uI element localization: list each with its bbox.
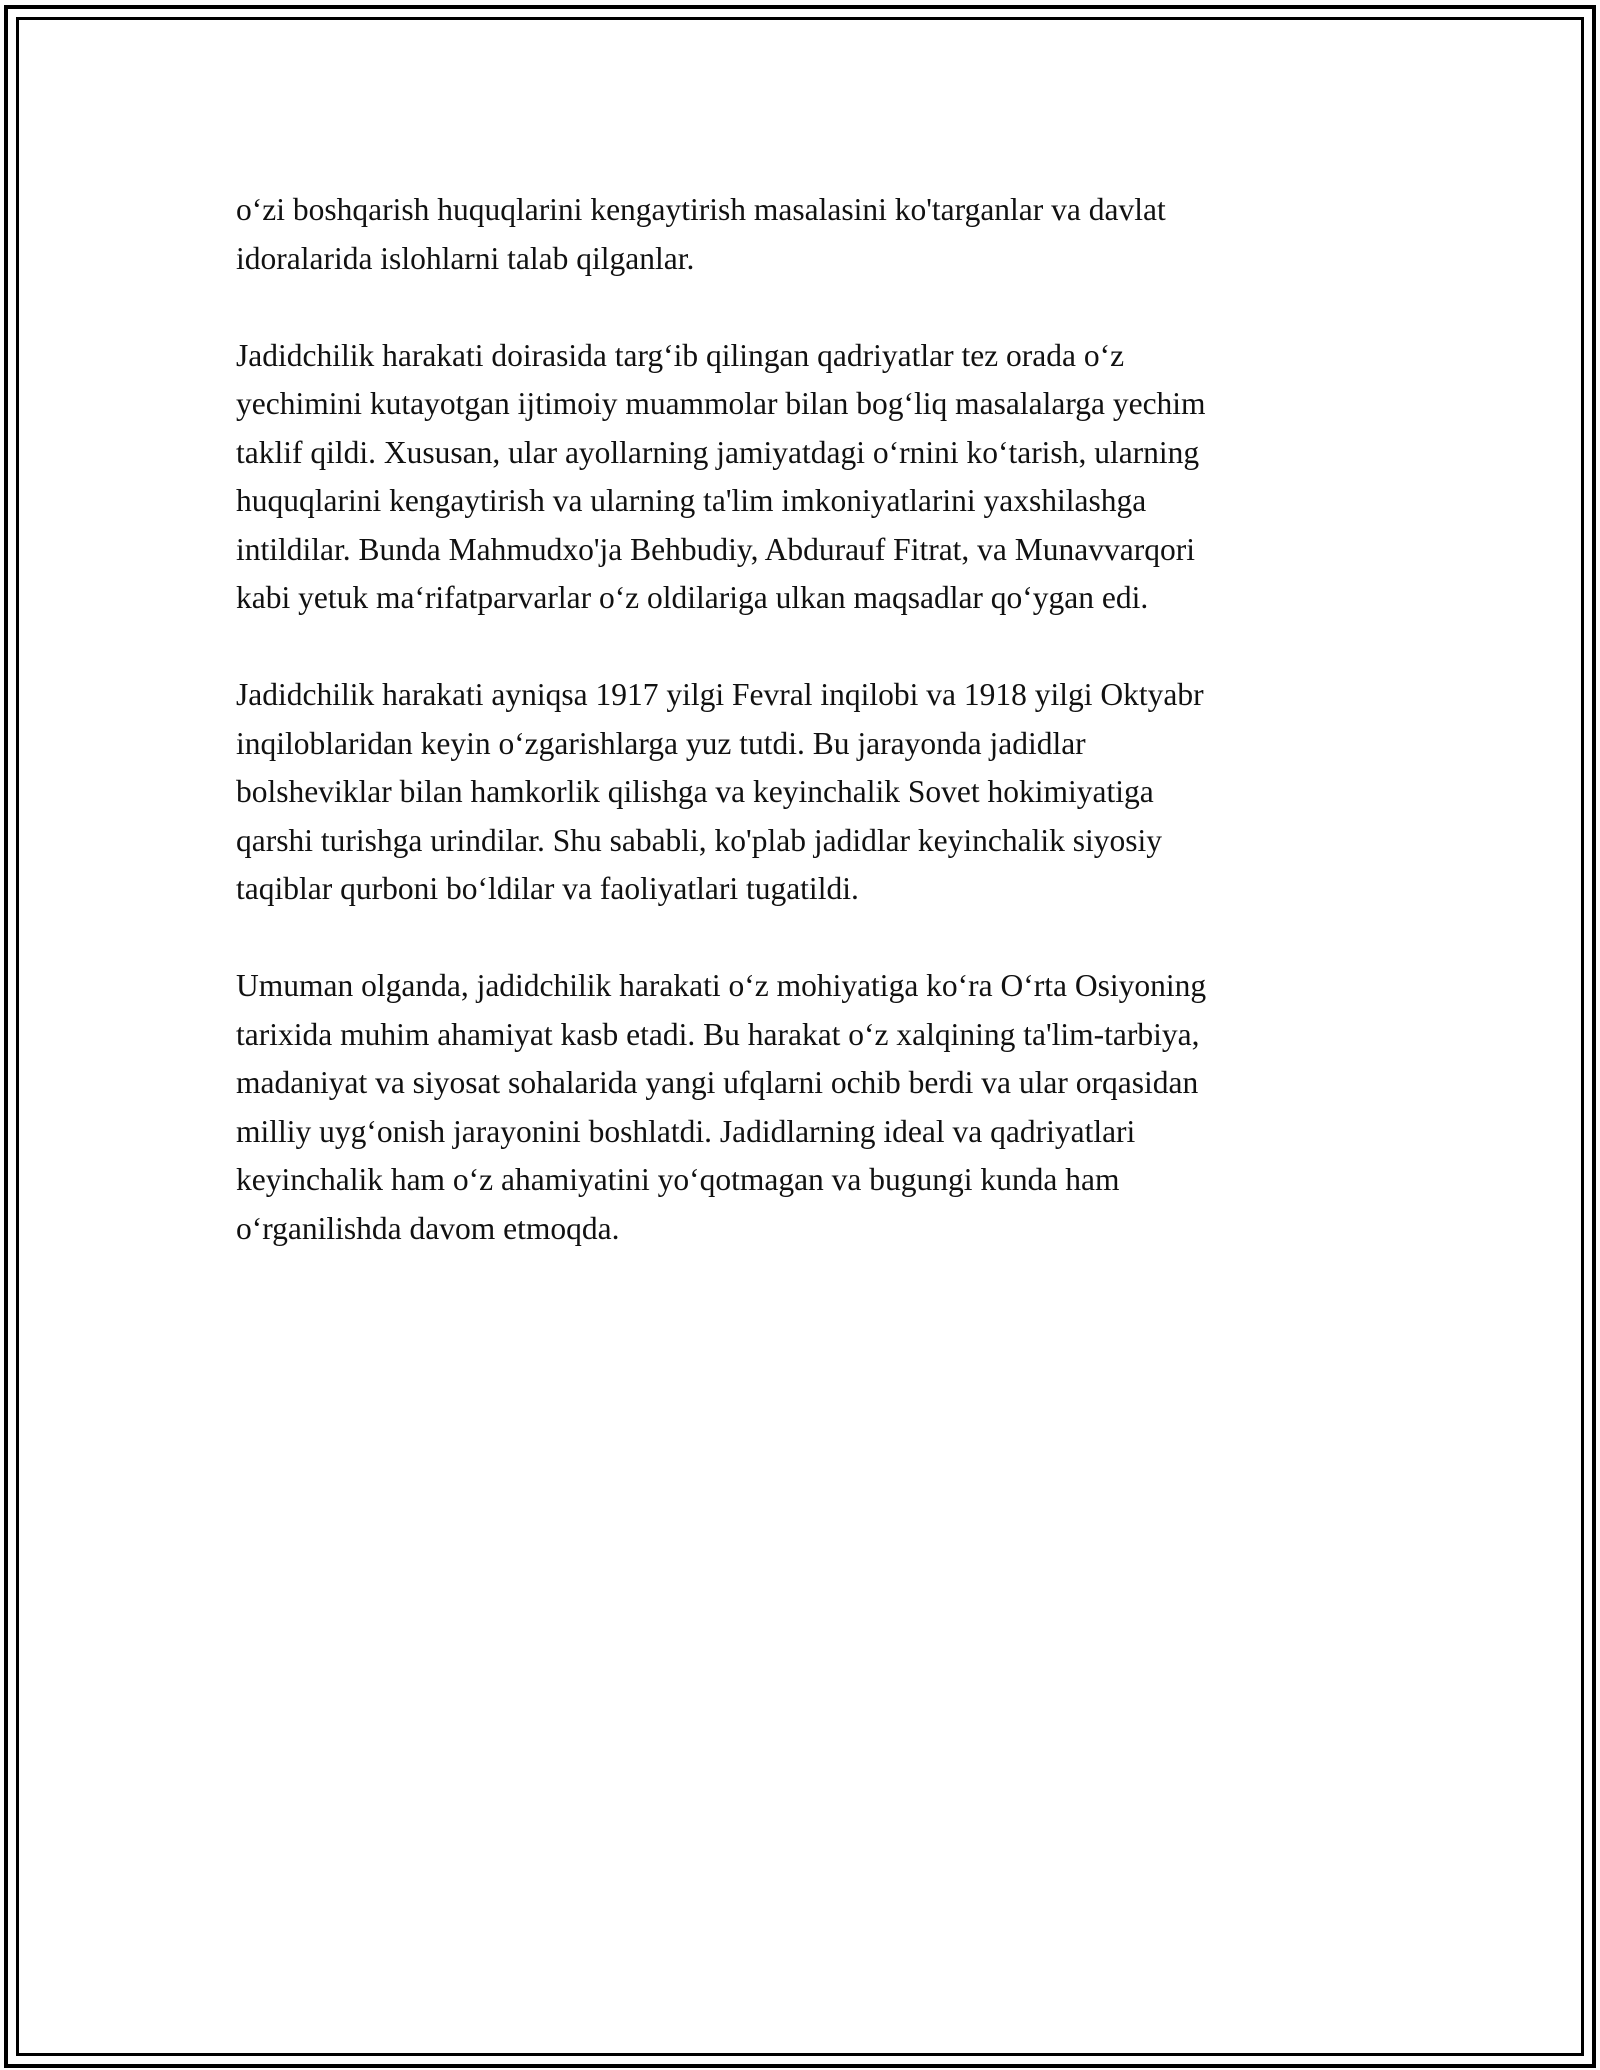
paragraph-2: Jadidchilik harakati doirasida targ‘ib qilingan qadriyatlar tez orada o‘z yechimini kutayotgan ijtimoiy muammolar bilan bog‘liq masalalarga yechim taklif qildi. Xususan, ular ayollarning jamiyatdagi o‘rnini ko‘tarish, ularning huquqlarini kengaytirish va ularning ta'lim imkoniyatlarini yaxshilashga intildilar. Bunda Mahmudxo'ja Behbudiy, Abdurauf Fitrat, va Munavvarqori kabi yetuk ma‘rifatparvarlar o‘z oldilariga ulkan maqsadlar qo‘ygan edi. [236, 337, 1206, 615]
paragraph-4: Umuman olganda, jadidchilik harakati o‘z mohiyatiga ko‘ra O‘rta Osiyoning tarixida muhim ahamiyat kasb etadi. Bu harakat o‘z xalqining ta'lim-tarbiya, madaniyat va siyosat sohalarida yangi ufqlarni ochib berdi va ular orqasidan milliy uyg‘onish jarayonini boshlatdi. Jadidlarning ideal va qadriyatlari keyinchalik ham o‘z ahamiyatini yo‘qotmagan va bugungi kunda ham o‘rganilishda davom etmoqda. [236, 968, 1207, 1246]
paragraph-3: Jadidchilik harakati ayniqsa 1917 yilgi Fevral inqilobi va 1918 yilgi Oktyabr inqiloblaridan keyin o‘zgarishlarga yuz tutdi. Bu jarayonda jadidlar bolsheviklar bilan hamkorlik qilishga va keyinchalik Sovet hokimiyatiga qarshi turishga urindilar. Shu sababli, ko'plab jadidlar keyinchalik siyosiy taqiblar qurboni bo‘ldilar va faoliyatlari tugatildi. [236, 677, 1204, 906]
paragraph-1: o‘zi boshqarish huquqlarini kengaytirish masalasini ko'targanlar va davlat idoralarida islohlarni talab qilganlar. [236, 192, 1166, 276]
document-body [236, 186, 1396, 1302]
